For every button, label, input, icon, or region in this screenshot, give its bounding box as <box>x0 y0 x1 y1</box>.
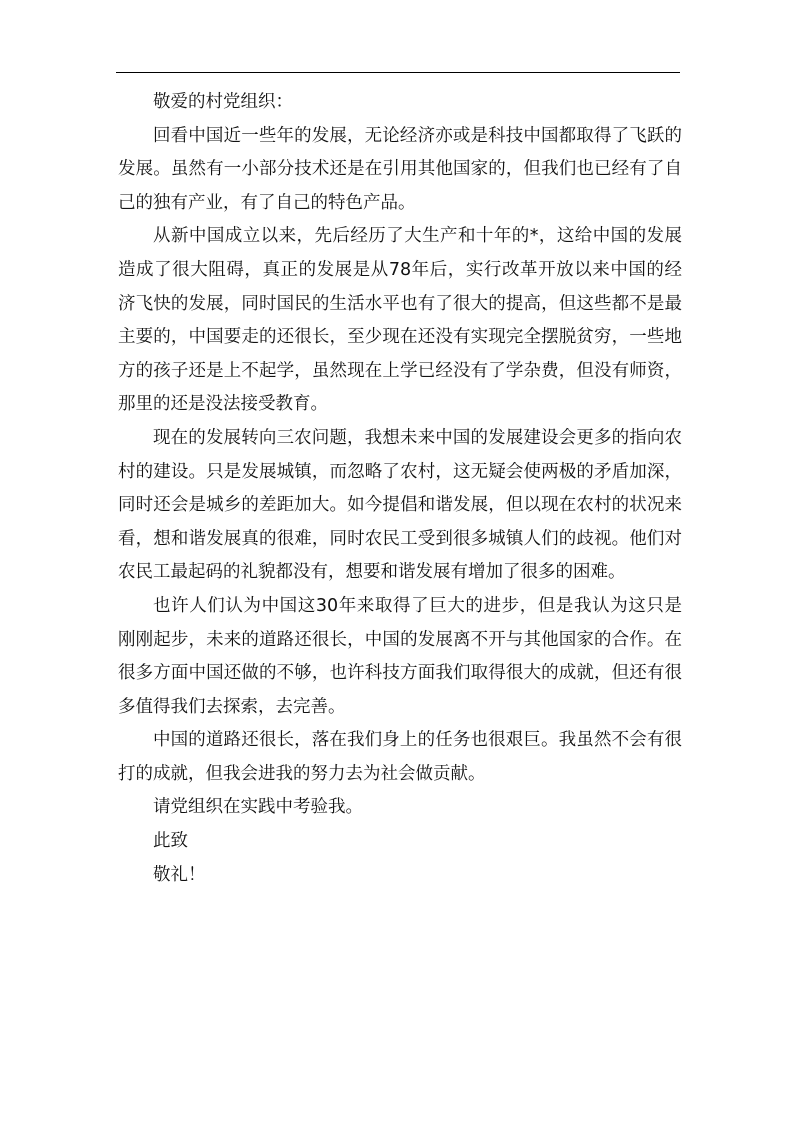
paragraph-2: 从新中国成立以来，先后经历了大生产和十年的*，这给中国的发展造成了很大阻碍，真正的发展是从78年后，实行改革开放以来中国的经济飞快的发展，同时国民的生活水平也有了很大的提高，但这些都不是最主要的，中国要走的还很长，至少现在还没有实现完全摆脱贫穷，一些地方的孩子还是上不起学，虽然现在上学已经没有了学杂费，但没有师资，那里的还是没法接受教育。 <box>118 226 682 415</box>
letter-body <box>118 86 682 892</box>
request-line: 请党组织在实践中考验我。 <box>153 797 363 818</box>
header-rule <box>116 72 680 73</box>
paragraph-1: 回看中国近一些年的发展，无论经济亦或是科技中国都取得了飞跃的发展。虽然有一小部分技术还是在引用其他国家的，但我们也已经有了自己的独有产业，有了自己的特色产品。 <box>118 125 682 213</box>
paragraph-4: 也许人们认为中国这30年来取得了巨大的进步，但是我认为这只是刚刚起步，未来的道路还很长，中国的发展离不开与其他国家的合作。在很多方面中国还做的不够，也许科技方面我们取得很大的成就，但还有很多值得我们去探索，去完善。 <box>118 595 682 717</box>
paragraph-3: 现在的发展转向三农问题，我想未来中国的发展建设会更多的指向农村的建设。只是发展城镇，而忽略了农村，这无疑会使两极的矛盾加深，同时还会是城乡的差距加大。如今提倡和谐发展，但以现在农村的状况来看，想和谐发展真的很难，同时农民工受到很多城镇人们的歧视。他们对农民工最起码的礼貌都没有，想要和谐发展有增加了很多的困难。 <box>118 427 682 583</box>
closing-line-2: 敬礼！ <box>153 864 206 885</box>
paragraph-5: 中国的道路还很长，落在我们身上的任务也很艰巨。我虽然不会有很打的成就，但我会进我的努力去为社会做贡献。 <box>118 730 682 784</box>
salutation: 敬爱的村党组织： <box>153 92 293 112</box>
closing-line-1: 此致 <box>153 831 188 852</box>
